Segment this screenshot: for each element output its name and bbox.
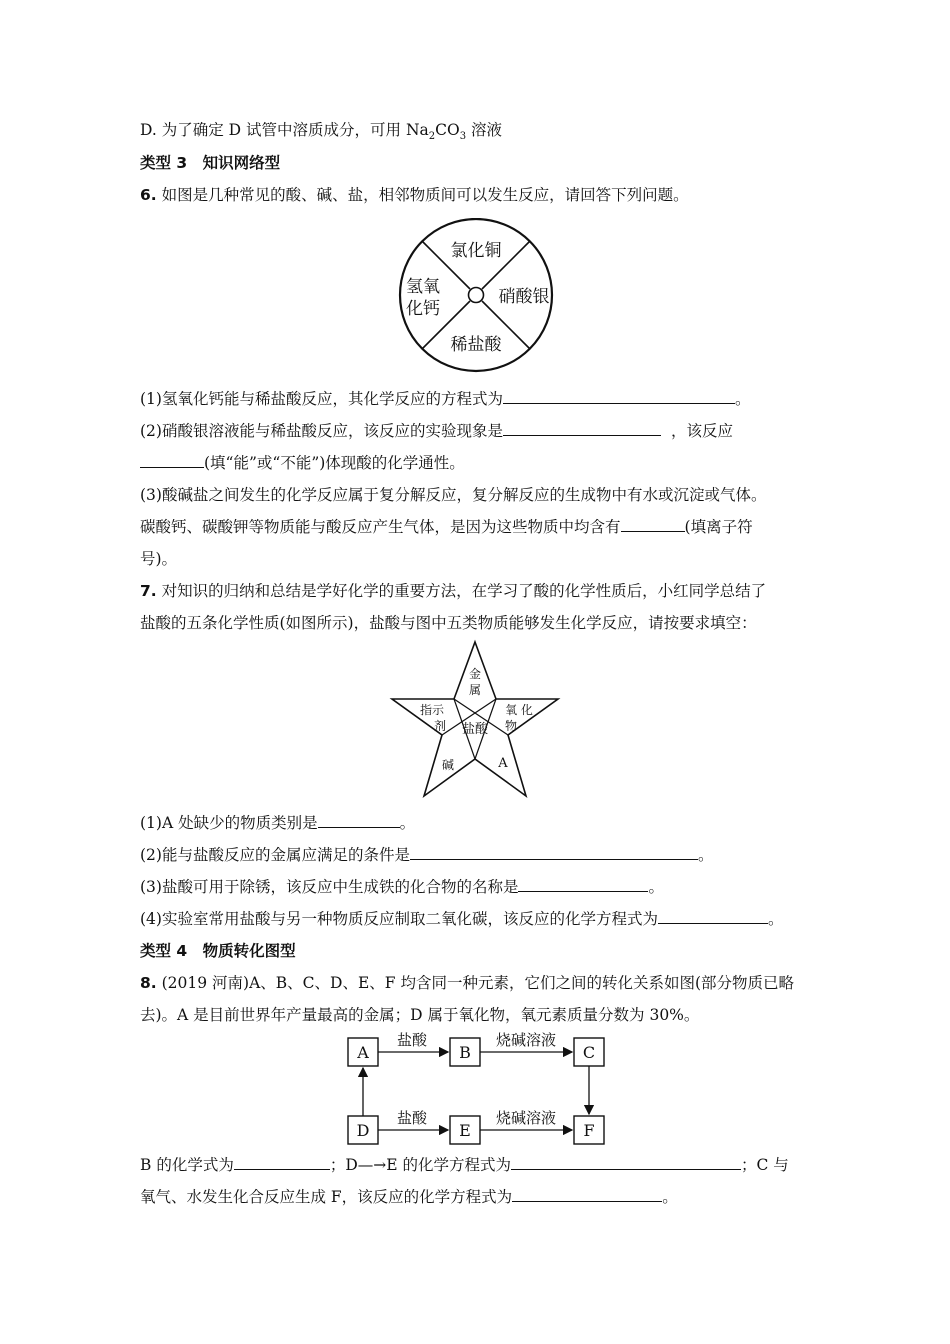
q7-stem: 7. 对知识的归纳和总结是学好化学的重要方法，在学习了酸的化学性质后，小红同学总结了 bbox=[140, 582, 767, 600]
circle-label-left-1: 氢氧 bbox=[406, 277, 440, 297]
edge-label-acid-2: 盐酸 bbox=[396, 1109, 428, 1127]
node-b: B bbox=[459, 1043, 471, 1062]
arrow-icon: —→ bbox=[357, 1156, 387, 1174]
q8-flow-diagram bbox=[344, 1024, 606, 1148]
q7-star-diagram bbox=[388, 638, 563, 802]
q8-part1: B 的化学式为 ；D—→E 的化学方程式为 ；C 与 bbox=[140, 1156, 789, 1174]
q6-part2-cont: (填“能”或“不能”)体现酸的化学通性。 bbox=[140, 452, 465, 474]
star-label-left-2: 剂 bbox=[433, 719, 447, 733]
q6-answer-blank-3[interactable] bbox=[140, 452, 204, 468]
q6-part3: (3)酸碱盐之间发生的化学反应属于复分解反应，复分解反应的生成物中有水或沉淀或气体。 bbox=[140, 486, 767, 504]
node-f: F bbox=[583, 1121, 595, 1140]
q8-part2: 氧气、水发生化合反应生成 F，该反应的化学方程式为 。 bbox=[140, 1188, 678, 1206]
star-label-right-1: 氧 化 bbox=[505, 703, 533, 717]
q6-answer-blank-2[interactable] bbox=[503, 420, 661, 436]
star-label-top-1: 金 bbox=[468, 667, 482, 681]
q7-answer-blank-4[interactable] bbox=[658, 908, 768, 924]
circle-label-top: 氯化铜 bbox=[450, 241, 502, 261]
q7-part4: (4)实验室常用盐酸与另一种物质反应制取二氧化碳，该反应的化学方程式为 。 bbox=[140, 910, 784, 928]
edge-label-base-1: 烧碱溶液 bbox=[495, 1031, 557, 1049]
section-type3-heading: 类型 3 知识网络型 bbox=[140, 154, 281, 172]
q7-answer-blank-3[interactable] bbox=[518, 876, 648, 892]
edge-label-acid-1: 盐酸 bbox=[396, 1031, 428, 1049]
circle-label-left-2: 化钙 bbox=[406, 299, 440, 319]
q8-answer-blank-2[interactable] bbox=[511, 1154, 741, 1170]
q6-part3-cont: 碳酸钙、碳酸钾等物质能与酸反应产生气体，是因为这些物质中均含有 (填离子符 bbox=[140, 518, 753, 536]
q8-stem-cont: 去)。A 是目前世界年产量最高的金属；D 属于氧化物，氧元素质量分数为 30%。 bbox=[140, 1006, 700, 1024]
q8-stem: 8. (2019 河南)A、B、C、D、E、F 均含同一种元素，它们之间的转化关系如图(部分物质已略 bbox=[140, 974, 794, 992]
star-label-top-2: 属 bbox=[468, 683, 482, 697]
circle-label-right: 硝酸银 bbox=[498, 287, 550, 307]
option-d-line: D. 为了确定 D 试管中溶质成分，可用 $Na_2CO_3$ 溶液 bbox=[140, 121, 503, 143]
q6-circle-diagram bbox=[394, 218, 564, 378]
q6-part2: (2)硝酸银溶液能与稀盐酸反应，该反应的实验现象是 ，该反应 bbox=[140, 422, 733, 440]
node-e: E bbox=[459, 1121, 471, 1140]
q7-answer-blank-1[interactable] bbox=[318, 812, 400, 828]
section-type4-heading: 类型 4 物质转化图型 bbox=[140, 942, 296, 960]
q6-part3-end: 号)。 bbox=[140, 550, 178, 568]
star-label-center: 盐酸 bbox=[461, 722, 489, 737]
star-label-bottom-left: 碱 bbox=[441, 758, 455, 772]
q8-answer-blank-1[interactable] bbox=[234, 1154, 330, 1170]
q7-answer-blank-2[interactable] bbox=[410, 844, 698, 860]
q6-part1: (1)氢氧化钙能与稀盐酸反应，其化学反应的方程式为 。 bbox=[140, 390, 751, 408]
node-a: A bbox=[357, 1043, 369, 1062]
star-label-left-1: 指示 bbox=[419, 703, 445, 717]
q7-stem-cont: 盐酸的五条化学性质(如图所示)，盐酸与图中五类物质能够发生化学反应，请按要求填空： bbox=[140, 614, 757, 632]
q6-answer-blank-1[interactable] bbox=[503, 388, 735, 404]
node-d: D bbox=[356, 1121, 370, 1140]
q7-part3: (3)盐酸可用于除锈，该反应中生成铁的化合物的名称是 。 bbox=[140, 878, 664, 896]
q6-answer-blank-4[interactable] bbox=[621, 516, 685, 532]
circle-label-bottom: 稀盐酸 bbox=[450, 335, 502, 355]
edge-label-base-2: 烧碱溶液 bbox=[495, 1109, 557, 1127]
q6-stem: 6. 如图是几种常见的酸、碱、盐，相邻物质间可以发生反应，请回答下列问题。 bbox=[140, 186, 689, 204]
star-label-bottom-right: A bbox=[498, 756, 508, 771]
q8-answer-blank-3[interactable] bbox=[512, 1186, 662, 1202]
star-label-right-2: 物 bbox=[504, 719, 518, 733]
node-c: C bbox=[582, 1043, 596, 1062]
q7-part2: (2)能与盐酸反应的金属应满足的条件是 。 bbox=[140, 846, 714, 864]
q7-part1: (1)A 处缺少的物质类别是 。 bbox=[140, 814, 416, 832]
